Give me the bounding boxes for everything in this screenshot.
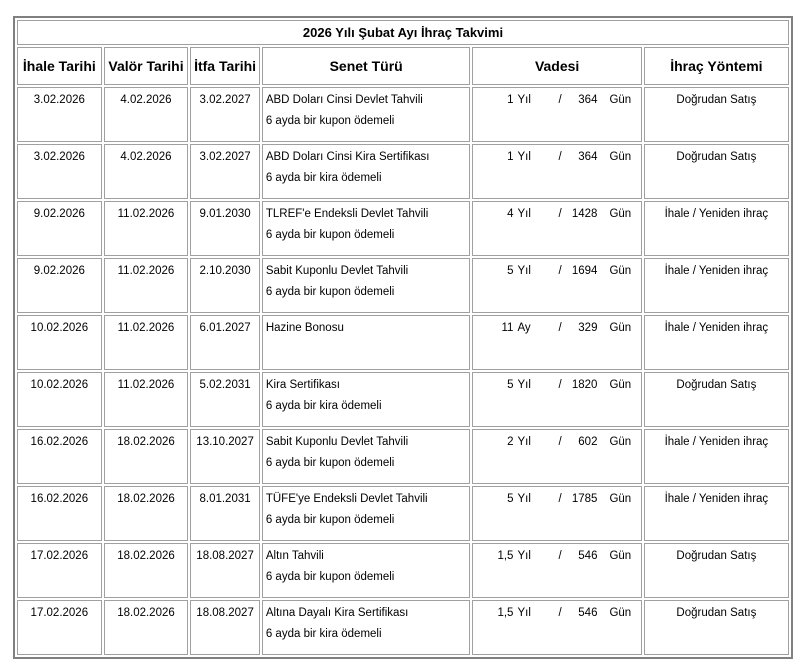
- header-vadesi: Vadesi: [472, 47, 641, 85]
- vade-term-unit: Yıl: [517, 550, 531, 562]
- payment-note: 6 ayda bir kupon ödemeli: [265, 286, 395, 298]
- ihale-tarihi-cell: 10.02.2026: [17, 372, 102, 427]
- header-ihrac-yontemi: İhraç Yöntemi: [644, 47, 789, 85]
- vadesi-cell: [472, 372, 641, 427]
- senet-turu-cell: [262, 315, 471, 370]
- valor-tarihi-cell: 18.02.2026: [104, 600, 189, 655]
- vade-days-unit: Gün: [609, 94, 632, 106]
- vade-term: 4: [507, 208, 514, 220]
- vade-separator: /: [558, 322, 562, 334]
- vade-term-unit: Yıl: [517, 265, 531, 277]
- vade-term: 5: [507, 493, 514, 505]
- senet-name: Altın Tahvili: [265, 550, 324, 562]
- vade-term-unit: Yıl: [517, 607, 531, 619]
- table-row: [17, 372, 789, 427]
- ihale-tarihi-cell: 10.02.2026: [17, 315, 102, 370]
- vade-term: 1: [507, 94, 514, 106]
- ihale-tarihi-cell: 16.02.2026: [17, 486, 102, 541]
- senet-turu-cell: [262, 258, 471, 313]
- table-title: 2026 Yılı Şubat Ayı İhraç Takvimi: [17, 20, 789, 45]
- valor-tarihi-cell: 11.02.2026: [104, 201, 189, 256]
- vade-days: 546: [578, 550, 598, 562]
- vade-days-unit: Gün: [609, 208, 632, 220]
- vade-separator: /: [558, 379, 562, 391]
- ihrac-yontemi-cell: İhale / Yeniden ihraç: [644, 201, 789, 256]
- header-row: [17, 47, 789, 85]
- itfa-tarihi-cell: 5.02.2031: [190, 372, 260, 427]
- senet-turu-cell: [262, 600, 471, 655]
- ihale-tarihi-cell: 9.02.2026: [17, 201, 102, 256]
- vade-separator: /: [558, 151, 562, 163]
- itfa-tarihi-cell: 3.02.2027: [190, 87, 260, 142]
- itfa-tarihi-cell: 2.10.2030: [190, 258, 260, 313]
- senet-turu-cell: [262, 144, 471, 199]
- valor-tarihi-cell: 11.02.2026: [104, 258, 189, 313]
- vade-term-unit: Yıl: [517, 379, 531, 391]
- vade-term-unit: Ay: [517, 322, 531, 334]
- issuance-calendar: [13, 16, 791, 659]
- ihale-tarihi-cell: 17.02.2026: [17, 600, 102, 655]
- senet-name: TLREF'e Endeksli Devlet Tahvili: [265, 208, 429, 220]
- vade-term-unit: Yıl: [517, 208, 531, 220]
- vade-separator: /: [558, 265, 562, 277]
- itfa-tarihi-cell: 6.01.2027: [190, 315, 260, 370]
- vade-days-unit: Gün: [609, 265, 632, 277]
- ihale-tarihi-cell: 17.02.2026: [17, 543, 102, 598]
- vade-days-unit: Gün: [609, 379, 632, 391]
- valor-tarihi-cell: 11.02.2026: [104, 372, 189, 427]
- vade-term-unit: Yıl: [517, 151, 531, 163]
- vade-days-unit: Gün: [609, 550, 632, 562]
- vadesi-cell: [472, 543, 641, 598]
- itfa-tarihi-cell: 3.02.2027: [190, 144, 260, 199]
- senet-turu-cell: [262, 201, 471, 256]
- header-senet-turu: Senet Türü: [262, 47, 471, 85]
- vade-days: 1785: [571, 493, 598, 505]
- senet-turu-cell: [262, 87, 471, 142]
- senet-turu-cell: [262, 486, 471, 541]
- senet-turu-cell: [262, 429, 471, 484]
- itfa-tarihi-cell: 13.10.2027: [190, 429, 260, 484]
- vade-separator: /: [558, 493, 562, 505]
- vadesi-cell: [472, 201, 641, 256]
- senet-name: Kira Sertifikası: [265, 379, 340, 391]
- vade-term-unit: Yıl: [517, 436, 531, 448]
- table-row: [17, 315, 789, 370]
- senet-name: Altına Dayalı Kira Sertifikası: [265, 607, 409, 619]
- senet-name: Sabit Kuponlu Devlet Tahvili: [265, 436, 409, 448]
- ihale-tarihi-cell: 16.02.2026: [17, 429, 102, 484]
- ihrac-yontemi-cell: Doğrudan Satış: [644, 87, 789, 142]
- senet-name: ABD Doları Cinsi Devlet Tahvili: [265, 94, 423, 106]
- vade-separator: /: [558, 436, 562, 448]
- vade-days-unit: Gün: [609, 607, 632, 619]
- vade-days: 364: [578, 94, 598, 106]
- vade-days: 364: [578, 151, 598, 163]
- vade-term: 5: [507, 265, 514, 277]
- vade-days-unit: Gün: [609, 322, 632, 334]
- table-row: [17, 429, 789, 484]
- vade-days-unit: Gün: [609, 493, 632, 505]
- vade-term-unit: Yıl: [517, 94, 531, 106]
- vadesi-cell: [472, 429, 641, 484]
- vade-term: 2: [507, 436, 514, 448]
- ihrac-yontemi-cell: Doğrudan Satış: [644, 600, 789, 655]
- table-row: [17, 543, 789, 598]
- ihrac-yontemi-cell: İhale / Yeniden ihraç: [644, 315, 789, 370]
- payment-note: 6 ayda bir kupon ödemeli: [265, 514, 395, 526]
- table-row: [17, 600, 789, 655]
- ihrac-yontemi-cell: Doğrudan Satış: [644, 144, 789, 199]
- vade-days-unit: Gün: [609, 436, 632, 448]
- payment-note: 6 ayda bir kupon ödemeli: [265, 571, 395, 583]
- valor-tarihi-cell: 11.02.2026: [104, 315, 189, 370]
- payment-note: 6 ayda bir kupon ödemeli: [265, 229, 395, 241]
- ihrac-yontemi-cell: Doğrudan Satış: [644, 372, 789, 427]
- table-row: [17, 258, 789, 313]
- vade-separator: /: [558, 94, 562, 106]
- vadesi-cell: [472, 258, 641, 313]
- header-valor-tarihi: Valör Tarihi: [104, 47, 189, 85]
- vade-term: 11: [501, 322, 514, 334]
- vadesi-cell: [472, 87, 641, 142]
- vade-term: 1,5: [497, 550, 514, 562]
- valor-tarihi-cell: 18.02.2026: [104, 429, 189, 484]
- payment-note: 6 ayda bir kupon ödemeli: [265, 457, 395, 469]
- issuance-table: [13, 16, 793, 659]
- senet-turu-cell: [262, 372, 471, 427]
- valor-tarihi-cell: 4.02.2026: [104, 87, 189, 142]
- vadesi-cell: [472, 600, 641, 655]
- vade-term-unit: Yıl: [517, 493, 531, 505]
- itfa-tarihi-cell: 8.01.2031: [190, 486, 260, 541]
- senet-name: TÜFE'ye Endeksli Devlet Tahvili: [265, 493, 428, 505]
- vade-days: 546: [578, 607, 598, 619]
- valor-tarihi-cell: 18.02.2026: [104, 486, 189, 541]
- vade-days: 602: [578, 436, 598, 448]
- valor-tarihi-cell: 4.02.2026: [104, 144, 189, 199]
- vade-term: 1: [507, 151, 514, 163]
- vadesi-cell: [472, 486, 641, 541]
- payment-note: 6 ayda bir kira ödemeli: [265, 400, 382, 412]
- ihale-tarihi-cell: 3.02.2026: [17, 87, 102, 142]
- vade-separator: /: [558, 208, 562, 220]
- table-row: [17, 201, 789, 256]
- vade-days: 1428: [571, 208, 598, 220]
- ihrac-yontemi-cell: İhale / Yeniden ihraç: [644, 486, 789, 541]
- vade-term: 5: [507, 379, 514, 391]
- vade-term: 1,5: [497, 607, 514, 619]
- senet-turu-cell: [262, 543, 471, 598]
- vade-days-unit: Gün: [609, 151, 632, 163]
- itfa-tarihi-cell: 9.01.2030: [190, 201, 260, 256]
- table-row: [17, 144, 789, 199]
- vade-days: 329: [578, 322, 598, 334]
- payment-note: 6 ayda bir kupon ödemeli: [265, 115, 395, 127]
- header-itfa-tarihi: İtfa Tarihi: [190, 47, 260, 85]
- vade-days: 1820: [571, 379, 598, 391]
- ihale-tarihi-cell: 3.02.2026: [17, 144, 102, 199]
- header-ihale-tarihi: İhale Tarihi: [17, 47, 102, 85]
- table-row: [17, 87, 789, 142]
- vade-days: 1694: [571, 265, 598, 277]
- table-row: [17, 486, 789, 541]
- ihrac-yontemi-cell: Doğrudan Satış: [644, 543, 789, 598]
- vade-separator: /: [558, 607, 562, 619]
- itfa-tarihi-cell: 18.08.2027: [190, 543, 260, 598]
- itfa-tarihi-cell: 18.08.2027: [190, 600, 260, 655]
- ihrac-yontemi-cell: İhale / Yeniden ihraç: [644, 258, 789, 313]
- vadesi-cell: [472, 315, 641, 370]
- ihrac-yontemi-cell: İhale / Yeniden ihraç: [644, 429, 789, 484]
- payment-note: 6 ayda bir kira ödemeli: [265, 628, 382, 640]
- valor-tarihi-cell: 18.02.2026: [104, 543, 189, 598]
- senet-name: ABD Doları Cinsi Kira Sertifikası: [265, 151, 430, 163]
- senet-name: Sabit Kuponlu Devlet Tahvili: [265, 265, 409, 277]
- senet-name: Hazine Bonosu: [265, 322, 344, 334]
- ihale-tarihi-cell: 9.02.2026: [17, 258, 102, 313]
- vadesi-cell: [472, 144, 641, 199]
- payment-note: 6 ayda bir kira ödemeli: [265, 172, 382, 184]
- vade-separator: /: [558, 550, 562, 562]
